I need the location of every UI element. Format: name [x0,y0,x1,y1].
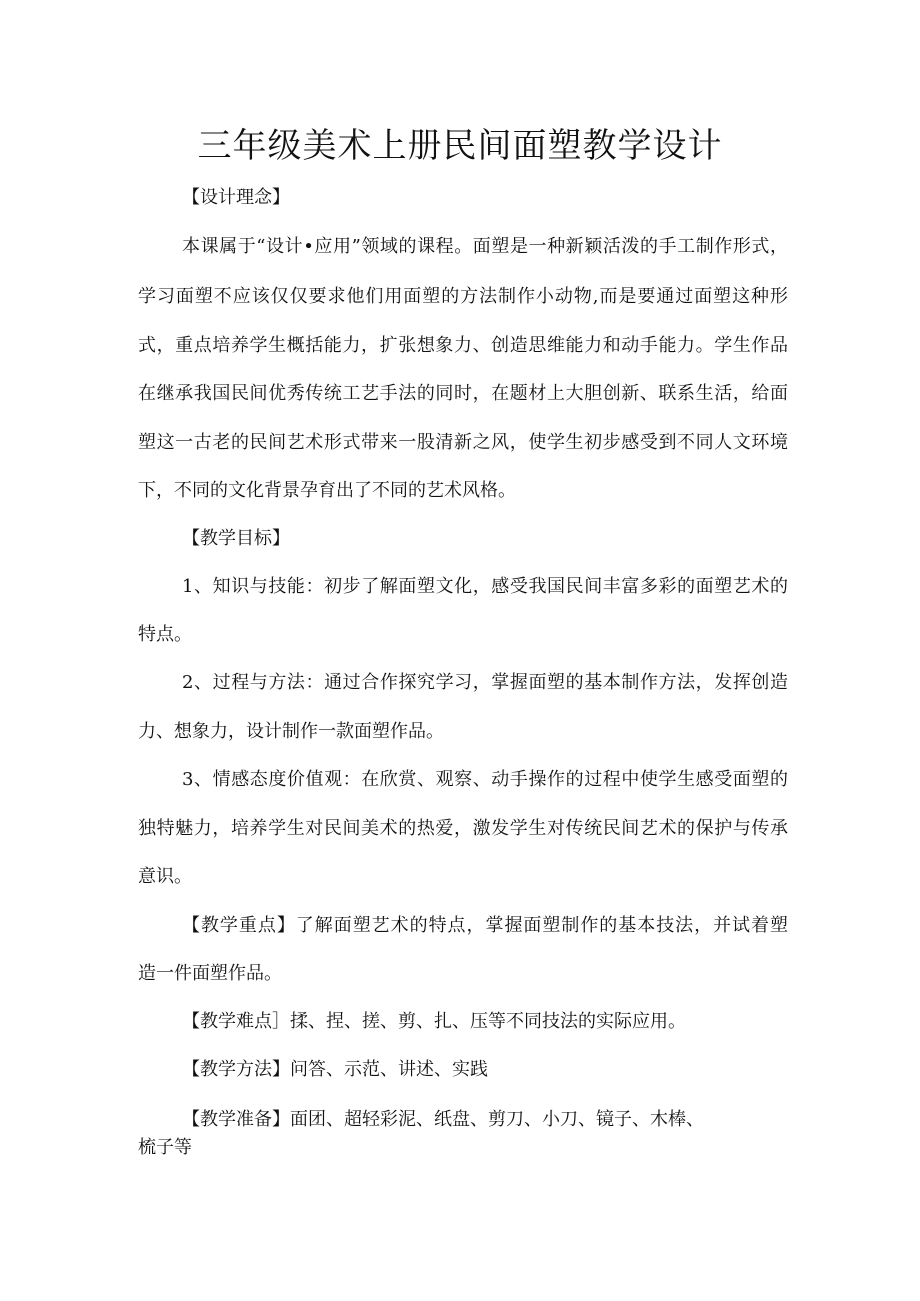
goal-1-line-1: 1、知识与技能：初步了解面塑文化，感受我国民间丰富多彩的面塑艺术的 [182,576,788,597]
goal-1-line-2: 特点。 [138,624,192,645]
preparation-line-1: 【教学准备】面团、超轻彩泥、纸盘、剪刀、小刀、镜子、木棒、 [182,1109,704,1130]
design-concept-line-1: 本课属于“设计•应用”领域的课程。面塑是一种新颖活泼的手工制作形式， [182,236,788,257]
goal-2-line-1: 2、过程与方法：通过合作探究学习，掌握面塑的基本制作方法，发挥创造 [182,672,788,693]
design-concept-line-5: 塑这一古老的民间艺术形式带来一股清新之风，使学生初步感受到不同人文环境 [138,432,788,453]
design-concept-line-6: 下，不同的文化背景孕育出了不同的艺术风格。 [138,480,516,501]
goal-3-line-2: 独特魅力，培养学生对民间美术的热爱，激发学生对传统民间艺术的保护与传承 [138,818,788,839]
key-points-line-2: 造一件面塑作品。 [138,963,282,984]
section-heading-design-concept: 【设计理念】 [182,187,290,208]
difficulties-line: 【教学难点］揉、捏、搓、剪、扎、压等不同技法的实际应用。 [182,1011,686,1032]
goal-3-line-3: 意识。 [138,866,192,887]
preparation-line-2: 梳子等 [138,1137,192,1158]
section-heading-teaching-goals: 【教学目标】 [182,528,290,549]
design-concept-line-2: 学习面塑不应该仅仅要求他们用面塑的方法制作小动物,而是要通过面塑这种形 [138,286,788,307]
methods-line: 【教学方法】问答、示范、讲述、实践 [182,1059,488,1080]
key-points-line-1: 【教学重点】了解面塑艺术的特点，掌握面塑制作的基本技法，并试着塑 [182,915,788,936]
goal-3-line-1: 3、情感态度价值观：在欣赏、观察、动手操作的过程中使学生感受面塑的 [182,769,788,790]
design-concept-line-4: 在继承我国民间优秀传统工艺手法的同时，在题材上大胆创新、联系生活，给面 [138,383,788,404]
document-title: 三年级美术上册民间面塑教学设计 [197,126,723,166]
design-concept-line-3: 式，重点培养学生概括能力，扩张想象力、创造思维能力和动手能力。学生作品 [138,335,788,356]
goal-2-line-2: 力、想象力，设计制作一款面塑作品。 [138,721,444,742]
